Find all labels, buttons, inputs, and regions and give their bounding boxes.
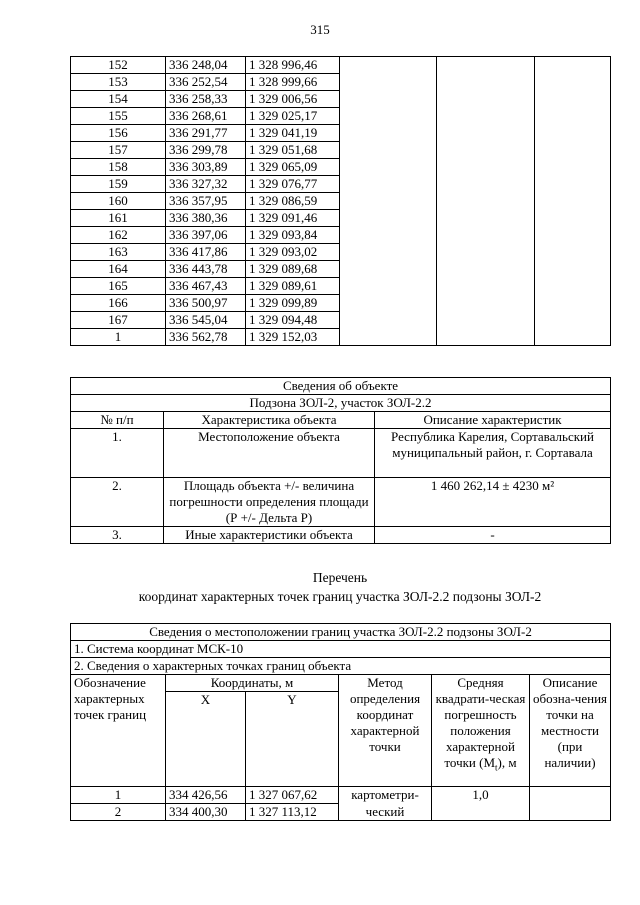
header-error (432, 675, 530, 787)
header-description: Описание характеристик (375, 412, 611, 429)
object-info-table (70, 377, 611, 544)
boundary-points-table (70, 623, 611, 821)
point-id: 1 (71, 329, 166, 346)
point-x: 336 268,61 (166, 108, 246, 125)
list-heading-line2: координат характерных точек границ участка ЗОЛ-2.2 подзоны ЗОЛ-2 (138, 589, 542, 604)
error-cell-empty (432, 804, 530, 821)
point-id: 166 (71, 295, 166, 312)
coordinates-table-continued (70, 56, 611, 346)
point-id: 159 (71, 176, 166, 193)
header-coordinates: Координаты, м (166, 675, 339, 692)
point-y: 1 329 093,02 (246, 244, 340, 261)
page-number: 315 (310, 22, 330, 37)
object-info-subtitle: Подзона ЗОЛ-2, участок ЗОЛ-2.2 (71, 395, 611, 412)
point-id: 161 (71, 210, 166, 227)
point-y: 1 329 051,68 (246, 142, 340, 159)
point-y: 1 329 041,19 (246, 125, 340, 142)
point-id: 155 (71, 108, 166, 125)
row-description: Республика Карелия, Сортавальский муниципальный район, г. Сортавала (375, 429, 611, 478)
point-x: 336 467,43 (166, 278, 246, 295)
point-id: 156 (71, 125, 166, 142)
point-x: 336 327,32 (166, 176, 246, 193)
point-x: 336 397,06 (166, 227, 246, 244)
point-y: 1 329 086,59 (246, 193, 340, 210)
points-caption: 2. Сведения о характерных точках границ объекта (71, 658, 611, 675)
row-number: 2. (71, 478, 164, 527)
point-y: 1 329 076,77 (246, 176, 340, 193)
method-column-cell (340, 57, 437, 346)
point-y: 1 328 999,66 (246, 74, 340, 91)
point-y: 1 329 025,17 (246, 108, 340, 125)
table-row (71, 527, 611, 544)
coordinate-system: 1. Система координат МСК-10 (71, 641, 611, 658)
header-x: X (166, 692, 246, 787)
point-y: 1 329 152,03 (246, 329, 340, 346)
error-value: 1,0 (432, 787, 530, 804)
point-y: 1 329 089,61 (246, 278, 340, 295)
list-heading (70, 568, 610, 606)
point-desc-cell (530, 787, 611, 804)
point-y: 1 329 094,48 (246, 312, 340, 329)
object-info-title: Сведения об объекте (71, 378, 611, 395)
point-y: 1 329 089,68 (246, 261, 340, 278)
header-y: Y (246, 692, 339, 787)
description-column-cell (535, 57, 611, 346)
header-error-main: Средняя квадрати-ческая погрешность положения характерной точки (M (435, 675, 526, 770)
point-id: 2 (71, 804, 166, 821)
table-row (71, 787, 611, 804)
header-number: № п/п (71, 412, 164, 429)
table-row (71, 804, 611, 821)
point-y: 1 328 996,46 (246, 57, 340, 74)
point-x: 336 303,89 (166, 159, 246, 176)
point-y: 1 329 065,09 (246, 159, 340, 176)
point-y: 1 329 006,56 (246, 91, 340, 108)
point-x: 336 299,78 (166, 142, 246, 159)
point-id: 164 (71, 261, 166, 278)
point-id: 154 (71, 91, 166, 108)
point-x: 336 417,86 (166, 244, 246, 261)
point-x: 334 426,56 (166, 787, 246, 804)
table-row (71, 478, 611, 527)
point-id: 153 (71, 74, 166, 91)
point-y: 1 329 093,84 (246, 227, 340, 244)
error-column-cell (437, 57, 535, 346)
point-x: 336 562,78 (166, 329, 246, 346)
point-id: 158 (71, 159, 166, 176)
point-x: 336 380,36 (166, 210, 246, 227)
row-number: 1. (71, 429, 164, 478)
point-y: 1 327 113,12 (246, 804, 339, 821)
point-x: 336 357,95 (166, 193, 246, 210)
point-x: 336 443,78 (166, 261, 246, 278)
point-y: 1 329 099,89 (246, 295, 340, 312)
row-description: 1 460 262,14 ± 4230 м² (375, 478, 611, 527)
header-method: Метод определения координат характерной точки (339, 675, 432, 787)
header-point-description: Описание обозна-чения точки на местности (при наличии) (530, 675, 611, 787)
point-x: 336 291,77 (166, 125, 246, 142)
point-id: 1 (71, 787, 166, 804)
point-x: 336 248,04 (166, 57, 246, 74)
point-y: 1 329 091,46 (246, 210, 340, 227)
point-x: 336 258,33 (166, 91, 246, 108)
method-cell-top: картометри- (339, 787, 432, 804)
header-designation: Обозначение характерных точек границ (71, 675, 166, 787)
point-id: 152 (71, 57, 166, 74)
header-error-sub: t (495, 762, 498, 773)
list-heading-line1: Перечень (312, 570, 368, 585)
point-id: 160 (71, 193, 166, 210)
point-id: 162 (71, 227, 166, 244)
table-row (71, 429, 611, 478)
row-description: - (375, 527, 611, 544)
header-characteristic: Характеристика объекта (164, 412, 375, 429)
row-characteristic: Иные характеристики объекта (164, 527, 375, 544)
point-x: 334 400,30 (166, 804, 246, 821)
header-error-tail: ), м (497, 755, 517, 770)
table-row (71, 57, 611, 74)
boundary-table-title: Сведения о местоположении границ участка ЗОЛ-2.2 подзоны ЗОЛ-2 (71, 624, 611, 641)
point-y: 1 327 067,62 (246, 787, 339, 804)
point-x: 336 545,04 (166, 312, 246, 329)
point-x: 336 500,97 (166, 295, 246, 312)
point-x: 336 252,54 (166, 74, 246, 91)
point-id: 167 (71, 312, 166, 329)
row-characteristic: Площадь объекта +/- величина погрешности определения площади (Р +/- Дельта Р) (164, 478, 375, 527)
point-id: 163 (71, 244, 166, 261)
point-id: 165 (71, 278, 166, 295)
point-id: 157 (71, 142, 166, 159)
point-desc-cell (530, 804, 611, 821)
row-number: 3. (71, 527, 164, 544)
method-cell-bottom: ческий (339, 804, 432, 821)
row-characteristic: Местоположение объекта (164, 429, 375, 478)
